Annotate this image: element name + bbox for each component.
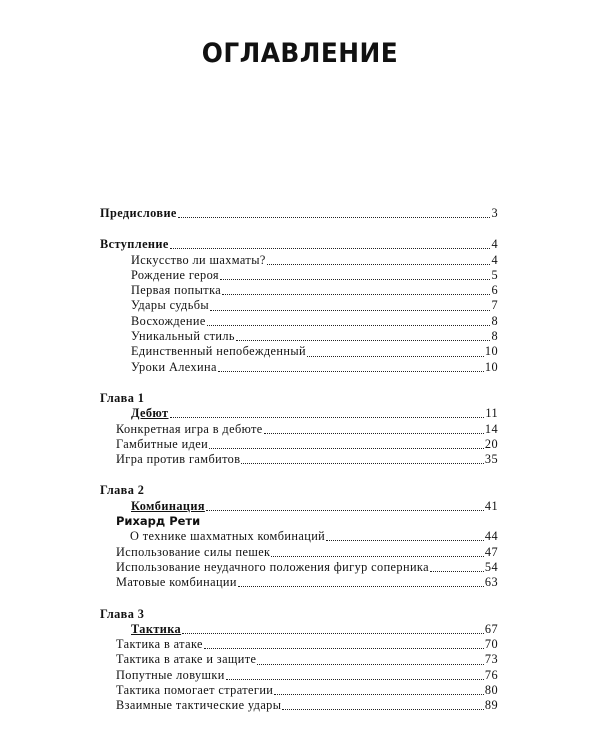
toc-entry-label: Вступление xyxy=(100,237,169,252)
toc-entry-label: Матовые комбинации xyxy=(116,575,237,590)
toc-entry-page: 76 xyxy=(484,667,498,682)
leader-dots xyxy=(170,417,485,418)
toc-entry-page: 10 xyxy=(484,344,498,359)
leader-dots xyxy=(264,433,484,434)
leader-dots xyxy=(274,694,484,695)
toc-entry-page: 67 xyxy=(484,621,498,636)
toc-entry-chapter-title[interactable] xyxy=(100,406,498,421)
toc-entry[interactable] xyxy=(100,560,498,575)
toc-entry-label: Удары судьбы xyxy=(131,298,210,313)
leader-dots xyxy=(220,279,491,280)
toc-entry-label: Тактика в атаке и защите xyxy=(116,652,257,667)
toc-entry-label: О технике шахматных комбинаций xyxy=(130,529,326,544)
toc-entry-label: Рождение героя xyxy=(131,267,219,282)
toc-entry[interactable] xyxy=(100,437,498,452)
toc-entry-label: Уникальный стиль xyxy=(131,329,235,344)
leader-dots xyxy=(241,463,483,464)
toc-entry[interactable] xyxy=(100,452,498,467)
leader-dots xyxy=(206,510,484,511)
leader-dots xyxy=(222,294,490,295)
chapter-heading: Глава 3 xyxy=(100,606,145,621)
toc-entry-page: 11 xyxy=(485,406,498,421)
leader-dots xyxy=(204,648,484,649)
toc-entry-label: Тактика в атаке xyxy=(116,637,203,652)
toc-entry[interactable] xyxy=(100,344,498,359)
toc-entry-page: 8 xyxy=(491,329,498,344)
toc-entry-page: 3 xyxy=(491,206,498,220)
toc-entry-label: Первая попытка xyxy=(131,283,222,298)
toc-entry-label: Восхождение xyxy=(131,313,206,328)
toc-entry-page: 41 xyxy=(484,498,498,513)
toc-entry[interactable] xyxy=(100,637,498,652)
toc-entry-page: 5 xyxy=(491,267,498,282)
toc-entry-label: Тактика помогает стратегии xyxy=(116,683,274,698)
leader-dots xyxy=(307,356,484,357)
toc-entry-page: 14 xyxy=(484,421,498,436)
leader-dots xyxy=(282,709,483,710)
leader-dots xyxy=(218,371,484,372)
toc-entry-page: 7 xyxy=(491,298,498,313)
toc-entry[interactable] xyxy=(100,298,498,313)
toc-entry-chapter-title[interactable] xyxy=(100,622,498,637)
toc-entry-preface[interactable] xyxy=(100,206,498,221)
chapter-heading: Глава 2 xyxy=(100,483,145,498)
toc-entry-page: 20 xyxy=(484,436,498,451)
author-name: Рихард Рети xyxy=(116,514,201,529)
leader-dots xyxy=(271,556,483,557)
toc-entry-page: 4 xyxy=(491,252,498,267)
table-of-contents xyxy=(100,206,498,714)
leader-dots xyxy=(238,586,484,587)
toc-entry-page: 10 xyxy=(484,359,498,374)
toc-entry[interactable] xyxy=(100,314,498,329)
toc-entry-page: 44 xyxy=(484,529,498,544)
toc-entry-label: Уроки Алехина xyxy=(131,359,217,374)
leader-dots xyxy=(209,448,484,449)
toc-entry-page: 63 xyxy=(484,575,498,590)
leader-dots xyxy=(226,679,484,680)
leader-dots xyxy=(236,340,490,341)
toc-entry[interactable] xyxy=(100,283,498,298)
toc-entry-page: 6 xyxy=(491,283,498,298)
toc-entry-page: 70 xyxy=(484,637,498,652)
toc-entry-page: 8 xyxy=(491,313,498,328)
toc-entry[interactable] xyxy=(100,253,498,268)
toc-entry-page: 54 xyxy=(484,559,498,574)
toc-entry-page: 80 xyxy=(484,683,498,698)
toc-entry-label: Использование неудачного положения фигур соперника xyxy=(116,559,429,574)
leader-dots xyxy=(430,571,484,572)
leader-dots xyxy=(326,540,484,541)
toc-entry-label: Гамбитные идеи xyxy=(116,436,209,451)
toc-entry-label: Единственный непобежденный xyxy=(131,344,306,359)
toc-entry-label: Искусство ли шахматы? xyxy=(131,252,266,267)
toc-entry[interactable] xyxy=(100,652,498,667)
toc-entry-label: Дебют xyxy=(131,406,169,421)
toc-entry-label: Предисловие xyxy=(100,206,177,220)
toc-entry-page: 73 xyxy=(484,652,498,667)
toc-entry-label: Тактика xyxy=(131,621,182,636)
toc-entry-page: 47 xyxy=(484,544,498,559)
toc-entry[interactable] xyxy=(100,529,498,544)
toc-entry[interactable] xyxy=(100,683,498,698)
leader-dots xyxy=(170,248,491,249)
toc-entry[interactable] xyxy=(100,268,498,283)
toc-entry[interactable] xyxy=(100,545,498,560)
page-title: ОГЛАВЛЕНИЕ xyxy=(201,38,399,69)
toc-entry-page: 4 xyxy=(491,237,498,252)
toc-entry[interactable] xyxy=(100,329,498,344)
toc-entry[interactable] xyxy=(100,422,498,437)
toc-entry[interactable] xyxy=(100,360,498,375)
toc-entry[interactable] xyxy=(100,575,498,590)
toc-entry[interactable] xyxy=(100,698,498,713)
leader-dots xyxy=(178,217,491,218)
leader-dots xyxy=(210,310,490,311)
toc-entry-label: Комбинация xyxy=(131,498,205,513)
chapter-heading: Глава 1 xyxy=(100,390,145,405)
toc-entry-intro[interactable] xyxy=(100,237,498,252)
toc-entry-page: 35 xyxy=(484,452,498,467)
toc-entry-label: Попутные ловушки xyxy=(116,667,225,682)
toc-entry[interactable] xyxy=(100,668,498,683)
leader-dots xyxy=(207,325,491,326)
leader-dots xyxy=(182,633,484,634)
leader-dots xyxy=(257,664,483,665)
toc-entry-label: Конкретная игра в дебюте xyxy=(116,421,263,436)
toc-entry-chapter-title[interactable] xyxy=(100,499,498,514)
leader-dots xyxy=(267,264,491,265)
toc-entry-page: 89 xyxy=(484,698,498,713)
toc-entry-label: Использование силы пешек xyxy=(116,544,271,559)
toc-entry-label: Взаимные тактические удары xyxy=(116,698,282,713)
toc-entry-label: Игра против гамбитов xyxy=(116,452,241,467)
